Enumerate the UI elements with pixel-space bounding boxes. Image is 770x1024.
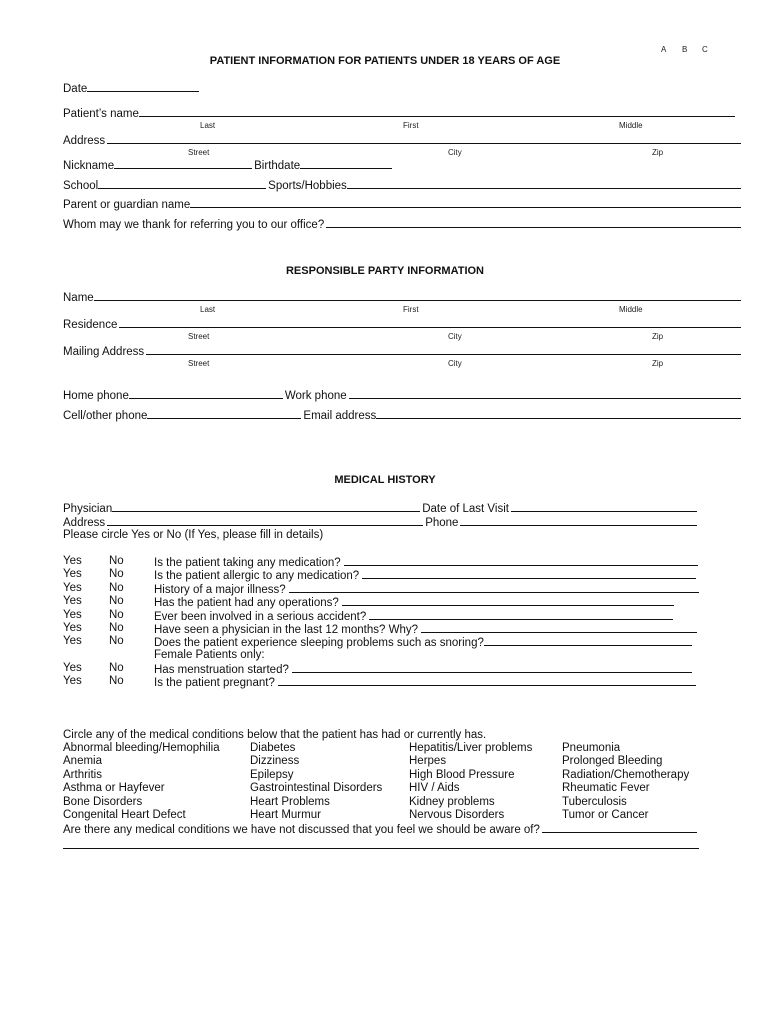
condition-item[interactable]: Gastrointestinal Disorders (250, 782, 383, 794)
physician-label: Physician (63, 503, 113, 515)
condition-item[interactable]: Herpes (409, 755, 447, 767)
no-option[interactable]: No (109, 595, 124, 607)
rp-first-caption: First (403, 305, 419, 314)
rp-residence-city-caption: City (448, 332, 462, 341)
patient-address-field[interactable] (63, 133, 743, 147)
no-option[interactable]: No (109, 622, 124, 634)
question-row-sleeping (63, 635, 699, 649)
other-conditions-label: Are there any medical conditions we have not discussed that you feel we should be aware of? (63, 824, 540, 836)
question-text: Is the patient taking any medication? (154, 557, 341, 569)
birthdate-line[interactable] (300, 158, 392, 169)
date-line[interactable] (87, 81, 199, 92)
physician-row (63, 501, 699, 515)
yes-option[interactable]: Yes (63, 662, 82, 674)
nickname-line[interactable] (114, 158, 252, 169)
yes-option[interactable]: Yes (63, 568, 82, 580)
question-answer-line[interactable] (484, 635, 692, 646)
rp-mailing-label: Mailing Address (63, 346, 145, 358)
cell-phone-line[interactable] (147, 408, 301, 419)
condition-item[interactable]: Tuberculosis (562, 796, 627, 808)
yes-option[interactable]: Yes (63, 582, 82, 594)
question-text: Has menstruation started? (154, 664, 289, 676)
condition-item[interactable]: Bone Disorders (63, 796, 143, 808)
yes-option[interactable]: Yes (63, 622, 82, 634)
patient-name-field[interactable] (63, 106, 737, 120)
physician-address-row (63, 515, 699, 529)
date-label: Date (63, 83, 88, 95)
condition-item[interactable]: Dizziness (250, 755, 300, 767)
question-row-operations (63, 595, 699, 609)
referral-line[interactable] (326, 217, 741, 228)
circle-instruction: Please circle Yes or No (If Yes, please fill in details) (63, 529, 324, 541)
yes-option[interactable]: Yes (63, 609, 82, 621)
condition-item[interactable]: Asthma or Hayfever (63, 782, 165, 794)
question-text: Has the patient had any operations? (154, 597, 339, 609)
guardian-line[interactable] (190, 197, 741, 208)
condition-item[interactable]: Anemia (63, 755, 102, 767)
responsible-section-title: RESPONSIBLE PARTY INFORMATION (285, 265, 484, 277)
rp-last-caption: Last (200, 305, 216, 314)
question-row-allergy (63, 568, 699, 582)
condition-item[interactable]: Radiation/Chemotherapy (562, 769, 690, 781)
condition-item[interactable]: Arthritis (63, 769, 102, 781)
question-answer-line[interactable] (289, 582, 699, 593)
no-option[interactable]: No (109, 568, 124, 580)
patient-first-caption: First (403, 121, 419, 130)
other-conditions-field[interactable] (63, 822, 699, 836)
question-text: Is the patient pregnant? (154, 677, 275, 689)
condition-item[interactable]: Hepatitis/Liver problems (409, 742, 533, 754)
physician-phone-label: Phone (425, 517, 459, 529)
corner-label-a: A (661, 45, 667, 54)
patient-street-caption: Street (188, 148, 210, 157)
condition-item[interactable]: Kidney problems (409, 796, 495, 808)
question-row-medication (63, 555, 699, 569)
question-answer-line[interactable] (369, 609, 673, 620)
rp-mailing-zip-caption: Zip (652, 359, 664, 368)
corner-label-c: C (702, 45, 708, 54)
rp-middle-caption: Middle (619, 305, 643, 314)
guardian-field[interactable] (63, 197, 743, 211)
question-row-pregnant (63, 675, 699, 689)
yes-option[interactable]: Yes (63, 555, 82, 567)
other-conditions-line[interactable] (542, 822, 697, 833)
question-text: Does the patient experience sleeping problems such as snoring? (154, 637, 484, 649)
question-answer-line[interactable] (421, 622, 697, 633)
school-line[interactable] (98, 178, 266, 189)
rp-mailing-street-caption: Street (188, 359, 210, 368)
school-sports-row (63, 178, 743, 192)
patient-middle-caption: Middle (619, 121, 643, 130)
question-answer-line[interactable] (362, 568, 696, 579)
birthdate-label: Birthdate (254, 160, 301, 172)
other-conditions-extra-line[interactable] (63, 848, 699, 849)
condition-item[interactable]: Diabetes (250, 742, 296, 754)
condition-item[interactable]: Rheumatic Fever (562, 782, 650, 794)
rp-mailing-city-caption: City (448, 359, 462, 368)
yes-option[interactable]: Yes (63, 635, 82, 647)
question-row-accident (63, 609, 699, 623)
question-text: Ever been involved in a serious accident? (154, 611, 367, 623)
medical-section-title: MEDICAL HISTORY (334, 474, 436, 486)
nickname-birthdate-row (63, 158, 394, 172)
condition-item[interactable]: Pneumonia (562, 742, 621, 754)
condition-item[interactable]: Congenital Heart Defect (63, 809, 186, 821)
patient-city-caption: City (448, 148, 462, 157)
condition-item[interactable]: Heart Problems (250, 796, 330, 808)
rp-name-field[interactable] (63, 290, 743, 304)
condition-item[interactable]: Nervous Disorders (409, 809, 505, 821)
referral-label: Whom may we thank for referring you to our office? (63, 219, 325, 231)
cell-email-row (63, 408, 743, 422)
question-answer-line[interactable] (342, 595, 674, 606)
patient-address-label: Address (63, 135, 106, 147)
rp-mailing-line[interactable] (146, 344, 741, 355)
condition-item[interactable]: High Blood Pressure (409, 769, 515, 781)
date-field[interactable] (63, 81, 201, 95)
referral-field[interactable] (63, 217, 743, 231)
condition-item[interactable]: Tumor or Cancer (562, 809, 649, 821)
cell-phone-label: Cell/other phone (63, 410, 148, 422)
conditions-intro: Circle any of the medical conditions below that the patient has had or currently has. (63, 729, 487, 741)
question-row-physician-visit (63, 622, 699, 636)
physician-address-line[interactable] (107, 515, 423, 526)
question-text: Is the patient allergic to any medication? (154, 570, 360, 582)
patient-address-line[interactable] (107, 133, 741, 144)
phone-row (63, 388, 743, 402)
question-answer-line[interactable] (278, 675, 696, 686)
rp-residence-label: Residence (63, 319, 118, 331)
last-visit-label: Date of Last Visit (422, 503, 509, 515)
work-phone-line[interactable] (349, 388, 741, 399)
school-label: School (63, 180, 99, 192)
question-row-menstruation (63, 662, 699, 676)
rp-mailing-field[interactable] (63, 344, 743, 358)
rp-residence-zip-caption: Zip (652, 332, 664, 341)
no-option[interactable]: No (109, 555, 124, 567)
question-answer-line[interactable] (292, 662, 692, 673)
physician-line[interactable] (112, 501, 420, 512)
email-line[interactable] (376, 408, 741, 419)
question-text: Have seen a physician in the last 12 months? Why? (154, 624, 419, 636)
last-visit-line[interactable] (511, 501, 697, 512)
home-phone-label: Home phone (63, 390, 129, 402)
guardian-label: Parent or guardian name (63, 199, 191, 211)
yes-option[interactable]: Yes (63, 595, 82, 607)
rp-name-line[interactable] (94, 290, 741, 301)
email-label: Email address (303, 410, 377, 422)
rp-residence-line[interactable] (119, 317, 741, 328)
patient-name-line[interactable] (139, 106, 735, 117)
no-option[interactable]: No (109, 662, 124, 674)
rp-name-label: Name (63, 292, 94, 304)
condition-item[interactable]: HIV / Aids (409, 782, 460, 794)
home-phone-line[interactable] (129, 388, 283, 399)
condition-item[interactable]: Epilepsy (250, 769, 294, 781)
rp-residence-field[interactable] (63, 317, 743, 331)
no-option[interactable]: No (109, 609, 124, 621)
rp-residence-street-caption: Street (188, 332, 210, 341)
question-row-illness (63, 582, 699, 596)
condition-item[interactable]: Heart Murmur (250, 809, 321, 821)
patient-name-label: Patient’s name (63, 108, 139, 120)
female-patients-label: Female Patients only: (154, 649, 265, 661)
patient-zip-caption: Zip (652, 148, 664, 157)
physician-address-label: Address (63, 517, 106, 529)
question-text: History of a major illness? (154, 584, 286, 596)
nickname-label: Nickname (63, 160, 115, 172)
condition-item[interactable]: Abnormal bleeding/Hemophilia (63, 742, 220, 754)
no-option[interactable]: No (109, 582, 124, 594)
patient-section-title: PATIENT INFORMATION FOR PATIENTS UNDER 18 YEARS OF AGE (209, 55, 561, 67)
patient-last-caption: Last (200, 121, 216, 130)
no-option[interactable]: No (109, 635, 124, 647)
corner-label-b: B (682, 45, 688, 54)
condition-item[interactable]: Prolonged Bleeding (562, 755, 663, 767)
sports-label: Sports/Hobbies (268, 180, 347, 192)
physician-phone-line[interactable] (460, 515, 697, 526)
no-option[interactable]: No (109, 675, 124, 687)
question-answer-line[interactable] (344, 555, 698, 566)
sports-line[interactable] (347, 178, 741, 189)
work-phone-label: Work phone (284, 390, 347, 402)
yes-option[interactable]: Yes (63, 675, 82, 687)
